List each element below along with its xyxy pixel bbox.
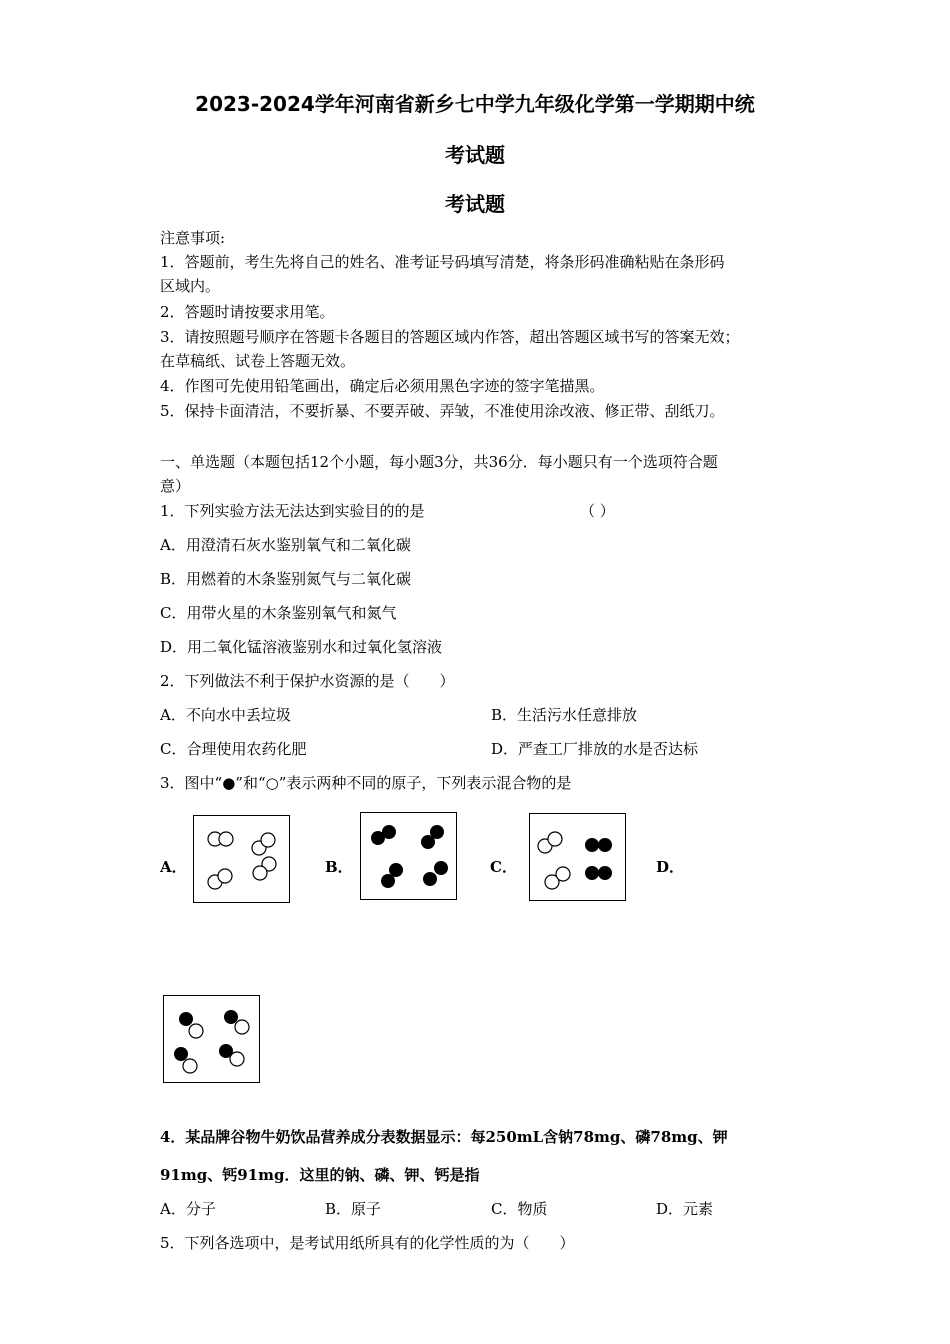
page-title-line2: 考试题 [445,143,505,167]
q3-option-a-label: A． [160,858,187,876]
q2-option-a: A．不向水中丢垃圾 [160,706,291,724]
q3-stem: 3．图中“●”和“○”表示两种不同的原子，下列表示混合物的是 [160,774,572,792]
notes-heading: 注意事项: [160,229,226,247]
notes-item: 1．答题前，考生先将自己的姓名、准考证号码填写清楚，将条形码准确粘贴在条形码 [160,253,725,271]
q4-option-b: B．原子 [325,1200,382,1218]
q2-option-b: B．生活污水任意排放 [491,706,638,724]
molecule-diagram-d [164,996,261,1084]
q3-option-d-label: D． [656,858,685,876]
q3-option-b-diagram [360,812,457,900]
q4-stem: 4．某品牌谷物牛奶饮品营养成分表数据显示：每250mL含钠78mg、磷78mg、钾 [160,1128,728,1146]
molecule-diagram-b [361,813,458,901]
section-heading: 一、单选题（本题包括12个小题，每小题3分，共36分．每小题只有一个选项符合题 [160,453,718,471]
q3-option-b-label: B． [325,858,353,876]
notes-item: 2．答题时请按要求用笔。 [160,303,335,321]
q1-option-b: B．用燃着的木条鉴别氮气与二氧化碳 [160,570,412,588]
q3-option-c-diagram [529,813,626,901]
q3-option-d-diagram [163,995,260,1083]
notes-item: 3．请按照题号顺序在答题卡各题目的答题区域内作答，超出答题区域书写的答案无效； [160,328,740,346]
q4-stem-cont: 91mg、钙91mg．这里的钠、磷、钾、钙是指 [160,1166,480,1184]
molecule-diagram-a [194,816,291,904]
notes-item: 5．保持卡面清洁，不要折暴、不要弄破、弄皱，不准使用涂改液、修正带、刮纸刀。 [160,402,725,420]
q1-option-a: A．用澄清石灰水鉴别氧气和二氧化碳 [160,536,411,554]
section-heading-cont: 意） [160,477,191,495]
q2-option-d: D．严查工厂排放的水是否达标 [491,740,699,758]
q4-option-a: A．分子 [160,1200,216,1218]
q4-option-d: D．元素 [656,1200,714,1218]
q2-option-c: C．合理使用农药化肥 [160,740,307,758]
q4-option-c: C．物质 [491,1200,548,1218]
notes-item: 区域内。 [160,277,221,295]
q1-option-c: C．用带火星的木条鉴别氧气和氮气 [160,604,397,622]
molecule-diagram-c [530,814,627,902]
q5-stem: 5．下列各选项中，是考试用纸所具有的化学性质的为（ ） [160,1234,575,1252]
q1-stem: 1．下列实验方法无法达到实验目的的是 [160,502,425,520]
notes-item: 4．作图可先使用铅笔画出，确定后必须用黑色字迹的签字笔描黑。 [160,377,605,395]
q2-stem: 2．下列做法不利于保护水资源的是（ ） [160,672,455,690]
page-title-line1: 2023-2024学年河南省新乡七中学九年级化学第一学期期中统 [195,92,755,116]
notes-item: 在草稿纸、试卷上答题无效。 [160,352,356,370]
page-subtitle: 考试题 [445,192,505,216]
q3-option-c-label: C． [490,858,517,876]
q1-answer-paren: （ ） [580,502,615,520]
q3-option-a-diagram [193,815,290,903]
q1-option-d: D．用二氧化锰溶液鉴别水和过氧化氢溶液 [160,638,443,656]
